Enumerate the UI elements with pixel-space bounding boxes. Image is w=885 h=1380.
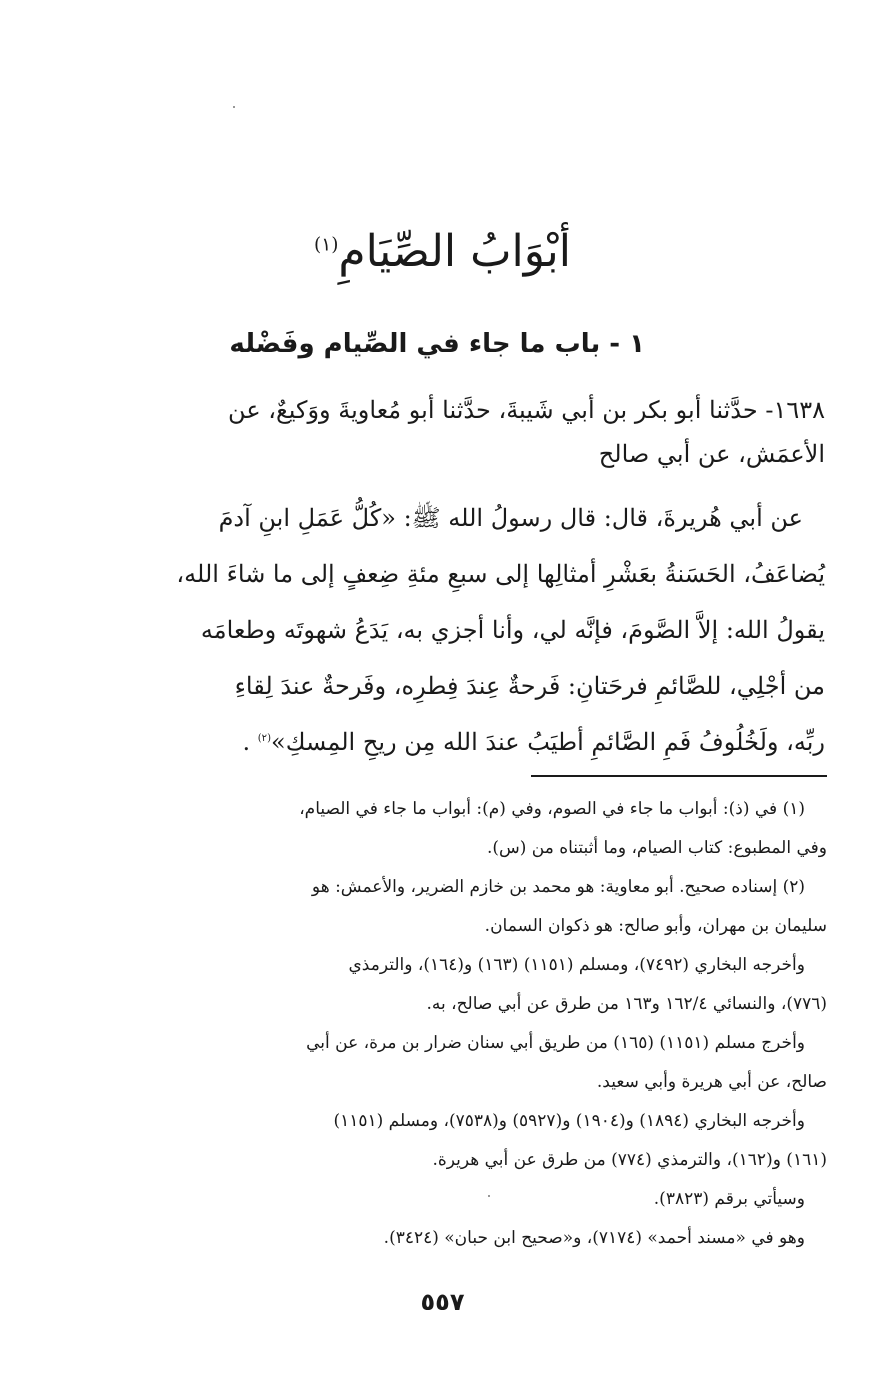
footnote-line: وسيأتي برقم (٣٨٢٣). xyxy=(653,1189,805,1209)
matn-line: عن أبي هُريرةَ، قال: قال رسولُ الله ﷺ: «كُلُّ عَمَلِ ابنِ آدمَ xyxy=(218,504,803,532)
matn-line: يُضاعَفُ، الحَسَنةُ بعَشْرِ أمثالِها إلى سبعِ مئةِ ضِعفٍ إلى ما شاءَ الله، xyxy=(176,560,825,588)
section-title xyxy=(0,222,885,282)
matn-line: من أجْلِي، للصَّائمِ فرحَتانِ: فَرحةٌ عِندَ فِطرِه، وفَرحةٌ عندَ لِقاءِ xyxy=(234,672,825,700)
matn-end-mark: . xyxy=(242,728,258,756)
footnote-line: وفي المطبوع: كتاب الصيام، وما أثبتناه من (س). xyxy=(486,838,827,858)
footnote-line: سليمان بن مهران، وأبو صالح: هو ذكوان السمان. xyxy=(484,916,827,936)
footnote-line: (٧٧٦)، والنسائي ١٦٢/٤ و١٦٣ من طرق عن أبي صالح، به. xyxy=(426,994,827,1014)
footnote-line: (١٦١) و(١٦٢)، والترمذي (٧٧٤) من طرق عن أبي هريرة. xyxy=(432,1150,827,1170)
footnotes xyxy=(58,790,827,1258)
matn-line: ربِّه، ولَخُلُوفُ فَمِ الصَّائمِ أطيَبُ عندَ الله مِن ريحِ المِسكِ» xyxy=(271,728,825,756)
footnote-line: وأخرجه البخاري (٧٤٩٢)، ومسلم (١١٥١) (١٦٣) و(١٦٤)، والترمذي xyxy=(348,955,805,975)
footnote-line: (١) في (ذ): أبواب ما جاء في الصوم، وفي (م): أبواب ما جاء في الصيام، xyxy=(299,799,805,819)
matn-paragraph xyxy=(50,490,825,770)
footnote-line: (٢) إسناده صحيح. أبو معاوية: هو محمد بن خازم الضرير، والأعمش: هو xyxy=(311,877,805,897)
matn-footnote-ref: (٢) xyxy=(257,733,272,744)
page-number: ٥٥٧ xyxy=(420,1288,465,1316)
section-title-text: أبْوَابُ الصِّيَامِ xyxy=(338,226,571,277)
footnote-line: صالح، عن أبي هريرة وأبي سعيد. xyxy=(596,1072,827,1092)
scan-speck xyxy=(233,106,235,108)
footnote-separator xyxy=(531,775,827,777)
footnote-line: وأخرجه البخاري (١٨٩٤) و(١٩٠٤) و(٥٩٢٧) و(٧٥٣٨)، ومسلم (١١٥١) xyxy=(333,1111,805,1131)
section-title-footnote-ref: (١) xyxy=(314,234,339,256)
chapter-heading: ١ - باب ما جاء في الصِّيام وفَضْله xyxy=(229,329,645,359)
footnote-line: وأخرج مسلم (١١٥١) (١٦٥) من طريق أبي سنان ضرار بن مرة، عن أبي xyxy=(306,1033,805,1053)
isnad-line: الأعمَش، عن أبي صالح xyxy=(598,440,825,468)
matn-line: يقولُ الله: إلاَّ الصَّومَ، فإنَّه لي، وأنا أجزي به، يَدَعُ شهوتَه وطعامَه xyxy=(200,616,825,644)
footnote-line: وهو في «مسند أحمد» (٧١٧٤)، و«صحيح ابن حبان» (٣٤٢٤). xyxy=(383,1228,805,1248)
isnad-line: ١٦٣٨- حدَّثنا أبو بكر بن أبي شَيبةَ، حدَّثنا أبو مُعاويةَ ووَكيعٌ، عن xyxy=(228,396,825,424)
matn-last-line xyxy=(50,714,825,770)
isnad-paragraph xyxy=(50,388,825,476)
